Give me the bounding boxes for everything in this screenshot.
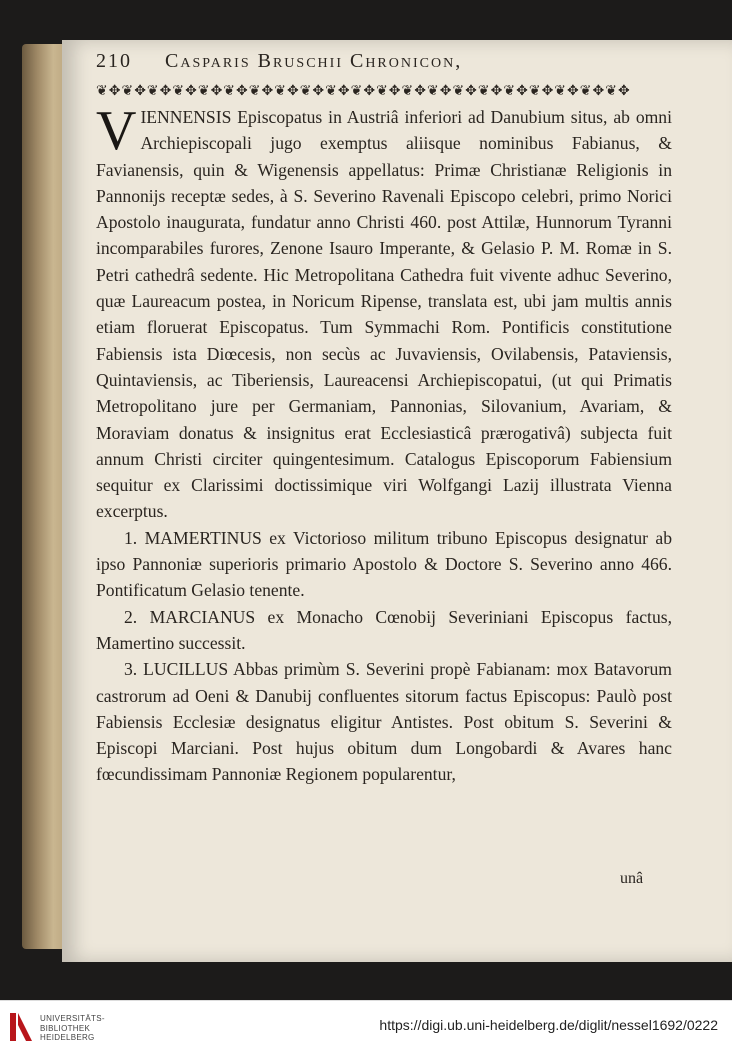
library-logo-icon[interactable] xyxy=(8,1011,34,1043)
viewer-footer-bar xyxy=(0,1000,732,1054)
bishop-entry-1: 1. MAMERTINUS ex Victorioso militum tribuno Episcopus designatur ab ipso Pannoniæ superioris primario Apostolo & Doctore S. Severino anno 466. Pontificatum Gelasio tenente. xyxy=(96,527,672,601)
running-header xyxy=(96,50,656,73)
drop-cap-initial: V xyxy=(96,100,137,162)
library-name-line: UNIVERSITÄTS- xyxy=(40,1014,105,1023)
decorative-ornament-band: ❦✥❦✥❦✥❦✥❦✥❦✥❦✥❦✥❦✥❦✥❦✥❦✥❦✥❦✥❦✥❦✥❦✥❦✥❦✥❦✥❦✥ xyxy=(96,83,631,99)
bishop-entry-3: 3. LUCILLUS Abbas primùm S. Severini propè Fabianam: mox Batavorum castrorum ad Oeni & Danubij confluentes sitorum factus Episcopus: Paulò post Fabiensis Ecclesiæ designatus eligitur Antistes. Post obitum S. Severini & Episcopi Marciani. Post hujus obitum dum Longobardi & Avares hanc fœcundissimam Pannoniæ Regionem popularentur, xyxy=(96,659,672,785)
intro-text: IENNENSIS Episcopatus in Austriâ inferiori ad Danubium situs, ab omni Archiepiscopali jugo exemptus aliisque nominibus Fabianus, & Favianensis, quin & Wigenensis appellatus: Primæ Christianæ Religionis in Pannonijs receptæ sedes, à S. Severino Ravenali Episcopo celebri, primo Norici Apostolo inaugurata, fundatur anno Christi 460. post Attilæ, Hunnorum Tyranni incomparabiles furores, Zenone Isauro Imperante, & Gelasio P. M. Romæ in S. Petri cathedrâ sedente. Hic Metropolitana Cathedra fuit vivente adhuc Severino, quæ Laureacum postea, in Noricum Ripense, translata est, ubi jam multis annis etiam floruerat Episcopatus. Tum Symmachi Rom. Pontificis constitutione Fabiensis ista Diœcesis, non secùs ac Juvaviensis, Ovilabensis, Pataviensis, Quintaviensis, ac Tiberiensis, Laureacensi Archiepiscopatui, (ut qui Primatis Metropolitano jure per Germaniam, Pannonias, Silovanium, Avariam, & Moraviam donatus & insignitus erat Ecclesiasticâ prærogativâ) subjecta fuit annum Christi circiter quingentesimum. Catalogus Episcoporum Fabiensium sequitur ex Clarissimi doctissimique viri Wolfgangi Lazij illustrata Vienna excerptus. xyxy=(96,107,672,522)
page-url-link[interactable]: https://digi.ub.uni-heidelberg.de/diglit/nessel1692/0222 xyxy=(379,1017,718,1033)
bishop-entry-2: 2. MARCIANUS ex Monacho Cœnobij Severiniani Episcopus factus, Mamertino successit. xyxy=(96,606,672,653)
page-body-text xyxy=(96,100,672,788)
library-name xyxy=(40,1014,105,1043)
library-name-line: BIBLIOTHEK xyxy=(40,1023,91,1033)
intro-paragraph xyxy=(96,100,672,525)
page-number: 210 xyxy=(96,50,132,72)
library-name-line: HEIDELBERG xyxy=(40,1033,95,1042)
running-head-title: Casparis Bruschii Chronicon, xyxy=(165,50,463,72)
catchword: unâ xyxy=(620,870,644,887)
